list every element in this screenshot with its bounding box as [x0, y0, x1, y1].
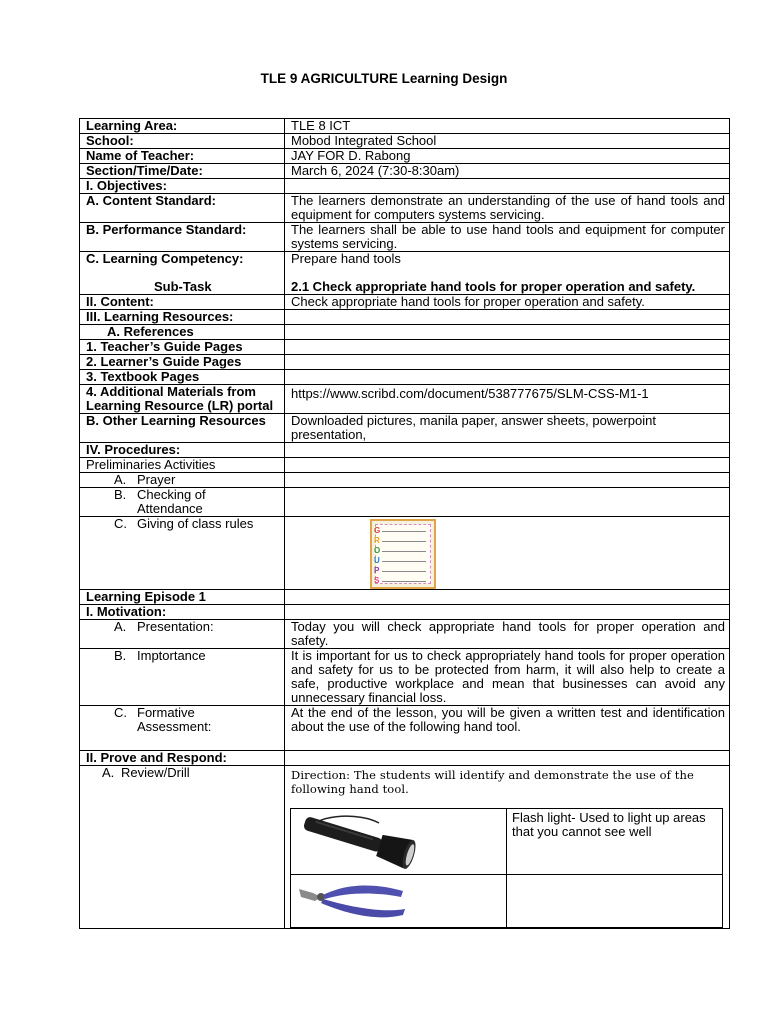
poster-letter: U	[374, 556, 380, 565]
label-episode: Learning Episode 1	[80, 590, 285, 605]
list-number: C.	[114, 705, 127, 720]
value-prove	[285, 751, 730, 766]
row-learning-area	[80, 119, 730, 134]
value-teacher: JAY FOR D. Rabong	[285, 149, 730, 164]
row-objectives	[80, 179, 730, 194]
row-preliminaries	[80, 458, 730, 473]
poster-text-line	[382, 561, 426, 562]
competency-label: C. Learning Competency:	[86, 251, 244, 266]
value-learning-area: TLE 8 ICT	[285, 119, 730, 134]
label-content-standard: A. Content Standard:	[80, 194, 285, 223]
value-formative: At the end of the lesson, you will be given a written test and identification about the use of the following hand tool.	[285, 706, 730, 751]
list-number: A.	[102, 765, 115, 780]
label-motivation: I. Motivation:	[80, 605, 285, 620]
row-textbook	[80, 370, 730, 385]
row-competency	[80, 252, 730, 295]
list-number: B.	[114, 487, 127, 502]
label-preliminaries: Preliminaries Activities	[80, 458, 285, 473]
subtask-label: Sub-Task	[154, 279, 212, 294]
hand-tools-table	[290, 808, 723, 928]
row-formative	[80, 706, 730, 751]
value-objectives	[285, 179, 730, 194]
value-episode	[285, 590, 730, 605]
flashlight-cell	[291, 809, 507, 875]
list-number: B.	[114, 648, 127, 663]
value-performance-standard: The learners shall be able to use hand tools and equipment for computer systems servicing.	[285, 223, 730, 252]
value-competency	[285, 252, 730, 295]
label-other-resources: B. Other Learning Resources	[80, 414, 285, 443]
poster-letter: O	[374, 546, 381, 555]
value-tg-pages	[285, 340, 730, 355]
list-number: A.	[114, 472, 127, 487]
value-resources	[285, 310, 730, 325]
value-lg-pages	[285, 355, 730, 370]
poster-letter: S	[374, 576, 380, 585]
value-school: Mobod Integrated School	[285, 134, 730, 149]
value-textbook	[285, 370, 730, 385]
value-motivation	[285, 605, 730, 620]
row-section	[80, 164, 730, 179]
row-references	[80, 325, 730, 340]
label-prove: II. Prove and Respond:	[80, 751, 285, 766]
list-text: Presentation:	[137, 619, 214, 634]
list-text: Prayer	[137, 472, 176, 487]
row-teacher	[80, 149, 730, 164]
flashlight-image	[291, 809, 431, 871]
row-content-standard	[80, 194, 730, 223]
row-attendance	[80, 488, 730, 517]
row-content	[80, 295, 730, 310]
row-school	[80, 134, 730, 149]
label-tg-pages: 1. Teacher’s Guide Pages	[80, 340, 285, 355]
competency-value: Prepare hand tools	[291, 251, 401, 266]
row-tg-pages	[80, 340, 730, 355]
poster-text-line	[382, 581, 426, 582]
label-formative	[80, 706, 285, 751]
label-resources: III. Learning Resources:	[80, 310, 285, 325]
review-direction: Direction: The students will identify and demonstrate the use of the following hand tool.	[291, 768, 694, 796]
label-section: Section/Time/Date:	[80, 164, 285, 179]
pliers-cell	[291, 875, 507, 928]
value-class-rules	[285, 517, 730, 590]
label-presentation	[80, 620, 285, 649]
label-teacher: Name of Teacher:	[80, 149, 285, 164]
row-additional-materials	[80, 385, 730, 414]
class-rules-poster-image	[370, 519, 436, 589]
value-prayer	[285, 473, 730, 488]
row-prayer	[80, 473, 730, 488]
row-performance-standard	[80, 223, 730, 252]
pliers-image	[291, 875, 411, 924]
poster-letter: R	[374, 536, 380, 545]
value-content: Check appropriate hand tools for proper operation and safety.	[285, 295, 730, 310]
row-resources	[80, 310, 730, 325]
row-procedures	[80, 443, 730, 458]
list-number: A.	[114, 619, 127, 634]
row-presentation	[80, 620, 730, 649]
label-performance-standard: B. Performance Standard:	[80, 223, 285, 252]
list-number: C.	[114, 516, 127, 531]
label-references: A. References	[80, 325, 285, 340]
pliers-description	[507, 875, 723, 928]
row-motivation	[80, 605, 730, 620]
poster-letter: P	[374, 566, 380, 575]
subtask-value: 2.1 Check appropriate hand tools for proper operation and safety.	[291, 279, 696, 294]
poster-letter: G	[374, 526, 381, 535]
poster-text-line	[382, 571, 426, 572]
value-attendance	[285, 488, 730, 517]
label-procedures: IV. Procedures:	[80, 443, 285, 458]
poster-text-line	[382, 531, 426, 532]
row-other-resources	[80, 414, 730, 443]
label-prayer	[80, 473, 285, 488]
learning-design-table	[79, 118, 730, 929]
label-class-rules	[80, 517, 285, 590]
value-section: March 6, 2024 (7:30-8:30am)	[285, 164, 730, 179]
tool-row-pliers	[291, 875, 723, 928]
document-title: TLE 9 AGRICULTURE Learning Design	[260, 71, 508, 86]
row-class-rules	[80, 517, 730, 590]
list-text: Formative Assessment:	[137, 705, 212, 734]
label-lg-pages: 2. Learner’s Guide Pages	[80, 355, 285, 370]
label-additional-materials: 4. Additional Materials from Learning Resource (LR) portal	[80, 385, 285, 414]
value-review	[285, 766, 730, 929]
list-text: Checking of Attendance	[137, 487, 206, 516]
list-text: Review/Drill	[121, 765, 190, 780]
value-additional-materials-link[interactable]: https://www.scribd.com/document/538777675/SLM-CSS-M1-1	[285, 385, 730, 414]
row-prove	[80, 751, 730, 766]
label-competency	[80, 252, 285, 295]
row-review	[80, 766, 730, 929]
poster-text-line	[382, 551, 426, 552]
label-importance	[80, 649, 285, 706]
value-preliminaries	[285, 458, 730, 473]
label-school: School:	[80, 134, 285, 149]
row-importance	[80, 649, 730, 706]
value-importance: It is important for us to check appropriately hand tools for proper operation and safety for us to be protected from harm, it will also help to create a safe, productive workplace and mean that businesses can avoid any unnecessary financial loss.	[285, 649, 730, 706]
label-objectives: I. Objectives:	[80, 179, 285, 194]
list-text: Giving of class rules	[137, 516, 254, 531]
poster-text-line	[382, 541, 426, 542]
label-textbook: 3. Textbook Pages	[80, 370, 285, 385]
value-other-resources: Downloaded pictures, manila paper, answer sheets, powerpoint presentation,	[285, 414, 730, 443]
row-episode	[80, 590, 730, 605]
value-references	[285, 325, 730, 340]
label-review	[80, 766, 285, 929]
tool-row-flashlight	[291, 809, 723, 875]
list-text: Imptortance	[137, 648, 206, 663]
label-learning-area: Learning Area:	[80, 119, 285, 134]
flashlight-description: Flash light- Used to light up areas that you cannot see well	[507, 809, 723, 875]
label-content: II. Content:	[80, 295, 285, 310]
label-attendance	[80, 488, 285, 517]
value-content-standard: The learners demonstrate an understanding of the use of hand tools and equipment for computers systems servicing.	[285, 194, 730, 223]
value-procedures	[285, 443, 730, 458]
value-presentation: Today you will check appropriate hand tools for proper operation and safety.	[285, 620, 730, 649]
row-lg-pages	[80, 355, 730, 370]
